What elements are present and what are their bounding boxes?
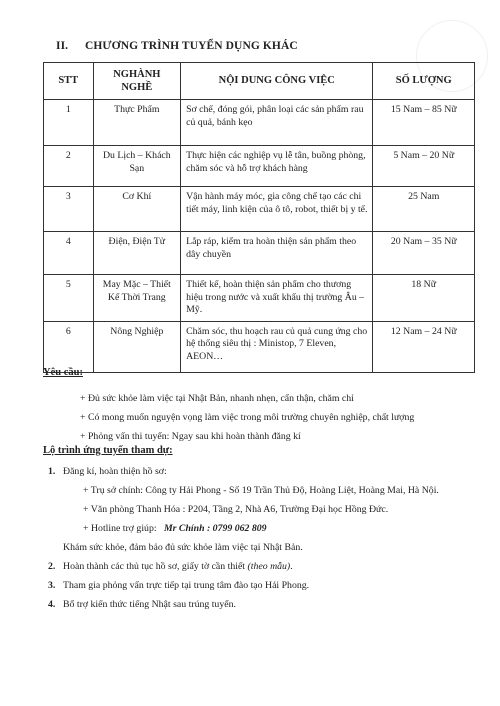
hotline-line <box>43 523 483 542</box>
cell-quantity: 15 Nam – 85 Nữ <box>373 100 475 146</box>
header-quantity: SỐ LƯỢNG <box>373 63 475 100</box>
requirements-title: Yêu cầu: <box>43 367 83 378</box>
header-field: NGHÀNH NGHỀ <box>93 63 181 100</box>
hotline-label: + Hotline trợ giúp: <box>83 523 157 534</box>
process-steps <box>43 466 483 618</box>
cell-quantity: 25 Nam <box>373 187 475 232</box>
cell-stt: 5 <box>44 275 94 322</box>
cell-stt: 1 <box>44 100 94 146</box>
cell-field: Điện, Điện Tử <box>93 232 181 275</box>
step-4 <box>43 599 483 618</box>
table-row <box>44 321 475 372</box>
step-3 <box>43 580 483 599</box>
table-row <box>44 146 475 187</box>
header-stt: STT <box>44 63 94 100</box>
cell-content: Sơ chế, đóng gói, phân loại các sản phẩm rau củ quả, bánh kẹo <box>181 100 373 146</box>
step-number: 2. <box>48 561 56 572</box>
cell-quantity: 5 Nam – 20 Nữ <box>373 146 475 187</box>
cell-content: Chăm sóc, thu hoạch rau củ quả cung ứng cho hệ thống siêu thị : Ministop, 7 Eleven, AEON… <box>181 321 373 372</box>
cell-stt: 3 <box>44 187 94 232</box>
step-text: Bổ trợ kiến thức tiếng Nhật sau trúng tuyển. <box>63 599 236 610</box>
cell-stt: 6 <box>44 321 94 372</box>
cell-content: Thiết kế, hoàn thiện sản phẩm cho thương hiệu trong nước và xuất khẩu thị trường Âu – Mỹ. <box>181 275 373 322</box>
step-text: Tham gia phỏng vấn trực tiếp tại trung tâm đào tạo Hải Phong. <box>63 580 310 591</box>
cell-content: Vận hành máy móc, gia công chế tạo các chi tiết máy, linh kiện của ô tô, robot, thiết bị y tế. <box>181 187 373 232</box>
table-row <box>44 275 475 322</box>
step-1 <box>43 466 483 485</box>
cell-quantity: 20 Nam – 35 Nữ <box>373 232 475 275</box>
section-title: CHƯƠNG TRÌNH TUYỂN DỤNG KHÁC <box>84 40 298 52</box>
table-header-row <box>44 63 475 100</box>
cell-quantity: 18 Nữ <box>373 275 475 322</box>
process-title: Lộ trình ứng tuyển tham dự: <box>43 445 173 456</box>
cell-field: Thực Phẩm <box>93 100 181 146</box>
health-check-line: Khám sức khỏe, đảm bảo đủ sức khỏe làm việc tại Nhật Bản. <box>63 542 303 553</box>
requirements-list <box>80 393 414 450</box>
step-note: (theo mẫu) <box>247 561 291 572</box>
table-row <box>44 100 475 146</box>
header-content: NỘI DUNG CÔNG VIỆC <box>181 63 373 100</box>
step-text: Hoàn thành các thủ tục hồ sơ, giấy tờ cần thiết <box>63 561 246 572</box>
section-number: II. <box>56 40 69 52</box>
cell-quantity: 12 Nam – 24 Nữ <box>373 321 475 372</box>
cell-field: Nông Nghiệp <box>93 321 181 372</box>
cell-field: May Mặc – Thiết Kế Thời Trang <box>93 275 181 322</box>
list-item: + Có mong muốn nguyện vọng làm việc trong môi trường chuyên nghiệp, chất lượng <box>80 412 415 423</box>
branch-office-line: + Văn phòng Thanh Hóa : P204, Tầng 2, Nhà A6, Trường Đại học Hồng Đức. <box>83 504 389 515</box>
cell-field: Cơ Khí <box>93 187 181 232</box>
recruitment-table <box>43 62 475 373</box>
step-end: . <box>290 561 293 572</box>
step-text: Đăng kí, hoàn thiện hồ sơ: <box>63 466 167 477</box>
cell-content: Thực hiện các nghiệp vụ lễ tân, buồng phòng, chăm sóc và hỗ trợ khách hàng <box>181 146 373 187</box>
list-item: + Phỏng vấn thi tuyển: Ngay sau khi hoàn thành đăng kí <box>80 431 301 442</box>
table-row <box>44 232 475 275</box>
table-row <box>44 187 475 232</box>
cell-stt: 2 <box>44 146 94 187</box>
step-number: 3. <box>48 580 56 591</box>
step-2 <box>43 561 483 580</box>
section-heading <box>56 40 298 52</box>
step-number: 4. <box>48 599 56 610</box>
cell-content: Lắp ráp, kiểm tra hoàn thiện sản phẩm theo dây chuyền <box>181 232 373 275</box>
step-number: 1. <box>48 466 56 477</box>
head-office-line: + Trụ sở chính: Công ty Hải Phong - Số 19 Trần Thủ Độ, Hoàng Liệt, Hoàng Mai, Hà Nội. <box>83 485 439 496</box>
cell-field: Du Lịch – Khách Sạn <box>93 146 181 187</box>
cell-stt: 4 <box>44 232 94 275</box>
list-item: + Đủ sức khỏe làm việc tại Nhật Bản, nhanh nhẹn, cẩn thận, chăm chỉ <box>80 393 354 404</box>
hotline-value: Mr Chính : 0799 062 809 <box>163 523 267 534</box>
